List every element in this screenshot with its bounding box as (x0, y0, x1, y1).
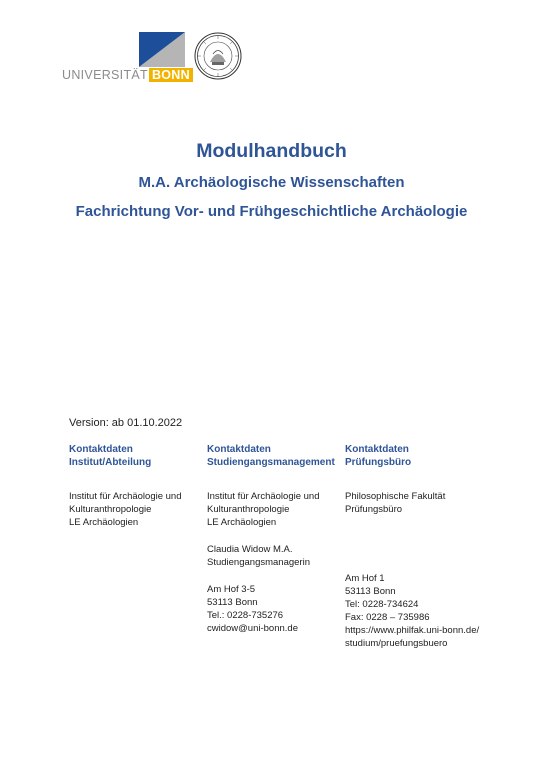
contact-line: Kulturanthropologie (207, 504, 290, 515)
contact-fax: Fax: 0228 – 735986 (345, 612, 430, 623)
contact-email-link[interactable]: cwidow@uni-bonn.de (207, 623, 298, 634)
university-emblem-icon (139, 32, 185, 67)
contact-line: Institut für Archäologie und (69, 491, 182, 502)
contact-line: Philosophische Fakultät (345, 491, 446, 502)
title-block (0, 140, 543, 220)
contact-line: LE Archäologien (69, 517, 139, 528)
contact-heading-line: Institut/Abteilung (69, 457, 152, 468)
contact-phone: Tel: 0228-734624 (345, 599, 419, 610)
contact-person-name: Claudia Widow M.A. (207, 544, 293, 555)
contact-address-line: Am Hof 3-5 (207, 584, 256, 595)
contact-heading-line: Prüfungsbüro (345, 457, 412, 468)
contact-line: Kulturanthropologie (69, 504, 152, 515)
contact-address-line: 53113 Bonn (345, 586, 396, 597)
contact-line: Institut für Archäologie und (207, 491, 320, 502)
contact-heading-line: Kontaktdaten (69, 444, 133, 455)
page-subtitle: M.A. Archäologische Wissenschaften (138, 174, 405, 191)
university-logo (62, 32, 252, 82)
contact-column-exam-office (345, 443, 505, 650)
contact-heading-line: Studiengangsmanagement (207, 457, 335, 468)
contact-column-institute (69, 443, 204, 529)
contact-line: LE Archäologien (207, 517, 277, 528)
page-title: Modulhandbuch (196, 140, 347, 162)
contact-line: Prüfungsbüro (345, 504, 403, 515)
contact-heading-line: Kontaktdaten (207, 444, 271, 455)
version-label: Version: ab 01.10.2022 (69, 417, 183, 429)
university-seal-icon (194, 32, 242, 80)
page-subtitle-secondary: Fachrichtung Vor- und Frühgeschichtliche Archäologie (75, 203, 468, 220)
contact-phone: Tel.: 0228-735276 (207, 610, 284, 621)
contact-column-management (207, 443, 345, 635)
contact-address-line: Am Hof 1 (345, 573, 385, 584)
contact-person-role: Studiengangsmanagerin (207, 557, 310, 568)
contact-address-line: 53113 Bonn (207, 597, 258, 608)
bonn-word: BONN (149, 68, 193, 82)
contact-website-link[interactable]: https://www.philfak.uni-bonn.de/ (345, 625, 480, 636)
contact-heading-line: Kontaktdaten (345, 444, 409, 455)
university-wordmark (62, 68, 193, 82)
contact-website-link[interactable]: studium/pruefungsbuero (345, 638, 448, 649)
university-word: UNIVERSITÄT (62, 68, 148, 82)
